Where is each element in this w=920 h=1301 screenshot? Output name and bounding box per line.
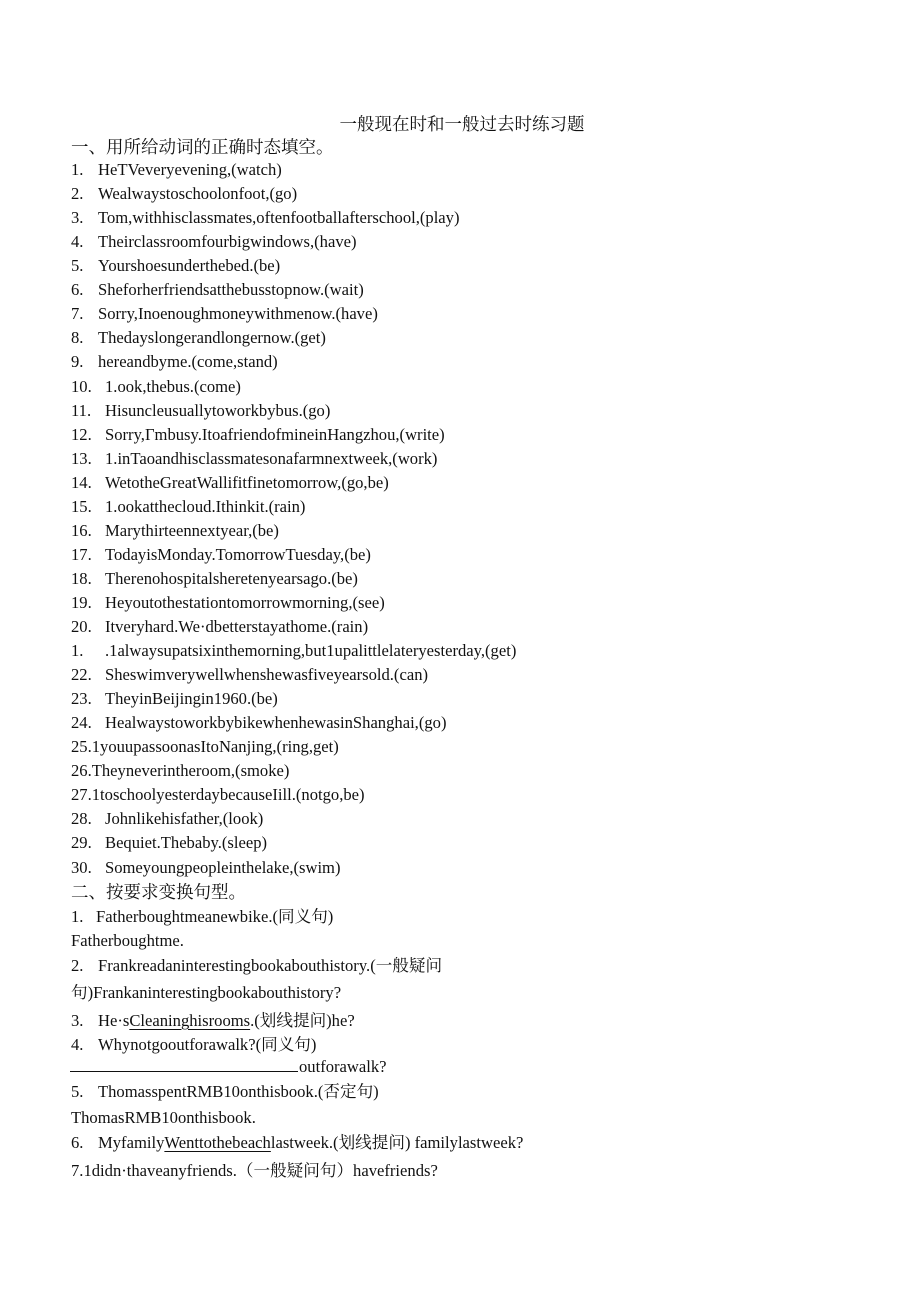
exercise-number: 14. <box>71 472 92 492</box>
exercise-number: 15. <box>71 496 92 516</box>
exercise-text: Sheforherfriendsatthebusstopnow.(wait) <box>98 280 364 300</box>
exercise-item <box>71 568 358 590</box>
exercise-item <box>71 736 339 758</box>
exercise-number: 22. <box>71 665 92 684</box>
exercise-item <box>71 231 357 253</box>
exercise-text: .1alwaysupatsixinthemorning,but1upalittlelateryesterday,(get) <box>105 641 517 660</box>
exercise-text: Theirclassroomfourbigwindows,(have) <box>98 232 357 252</box>
exercise-item <box>71 664 428 686</box>
exercise-number: 12. <box>71 424 92 444</box>
exercise-text: WetotheGreatWallifitfinetomorrow,(go,be) <box>105 472 389 492</box>
question-number: 6. <box>71 1133 84 1152</box>
exercise-number: 13. <box>71 448 92 468</box>
exercise-text: TodayisMonday.TomorrowTuesday,(be) <box>105 544 371 564</box>
exercise-item <box>71 808 263 830</box>
exercise-text: 25.1youupassoonasItoNanjing,(ring,get) <box>71 737 339 757</box>
exercise-number: 4. <box>71 232 84 252</box>
exercise-number: 11. <box>71 400 92 420</box>
exercise-item <box>71 424 445 446</box>
exercise-item <box>71 327 326 349</box>
exercise-item <box>71 376 241 398</box>
exercise-text: HeTVeveryevening,(watch) <box>98 160 282 179</box>
question-number: 5. <box>71 1082 84 1101</box>
exercise-number: 29. <box>71 833 92 853</box>
exercise-number: 20. <box>71 617 92 636</box>
question-number: 3. <box>71 1011 84 1030</box>
exercise-item <box>71 784 365 806</box>
transform-question-5 <box>71 1081 379 1103</box>
exercise-number: 24. <box>71 713 92 733</box>
exercise-item <box>71 544 371 566</box>
exercise-number: 18. <box>71 568 92 588</box>
exercise-text: Johnlikehisfather,(look) <box>105 809 264 829</box>
exercise-text: 1.ookatthecloud.Ithinkit.(rain) <box>105 496 306 516</box>
underlined-phrase: Cleaninghisrooms <box>129 1011 251 1030</box>
exercise-item <box>71 207 460 229</box>
exercise-number: 19. <box>71 592 92 612</box>
answer-line-4 <box>70 1056 387 1078</box>
question-text-post: .(划线提问)he? <box>250 1011 355 1030</box>
transform-question-7: 7.1didn·thaveanyfriends.（一般疑问句）havefriends? <box>71 1161 438 1180</box>
exercise-item <box>71 640 516 662</box>
exercise-text: 1.ook,thebus.(come) <box>105 376 241 396</box>
exercise-number: 30. <box>71 857 92 877</box>
transform-question-6 <box>71 1132 523 1154</box>
question-number: 4. <box>71 1035 84 1054</box>
exercise-text: Itveryhard.We·dbetterstayathome.(rain) <box>105 617 369 636</box>
exercise-text: Someyoungpeopleinthelake,(swim) <box>105 857 341 877</box>
exercise-number: 16. <box>71 520 92 540</box>
exercise-number: 5. <box>71 256 84 276</box>
transform-question-2 <box>71 955 442 977</box>
transform-question-3 <box>71 1010 355 1032</box>
exercise-number: 9. <box>71 352 84 372</box>
exercise-number: 1. <box>71 641 84 660</box>
exercise-text: 1.inTaoandhisclassmatesonafarmnextweek,(work) <box>105 448 438 468</box>
exercise-number: 2. <box>71 184 84 204</box>
answer-text: outforawalk? <box>299 1057 387 1076</box>
answer-line-5: ThomasRMB10onthisbook. <box>71 1108 256 1127</box>
exercise-number: 8. <box>71 328 84 348</box>
exercise-number: 17. <box>71 544 92 564</box>
page-title: 一般现在时和一般过去时练习题 <box>339 114 585 134</box>
exercise-item <box>71 279 364 301</box>
exercise-number: 1. <box>71 160 84 179</box>
exercise-item <box>71 520 279 542</box>
question-number: 1. <box>71 907 84 926</box>
exercise-item <box>71 472 389 494</box>
underlined-phrase: Wenttothebeach <box>164 1133 271 1152</box>
exercise-item <box>71 448 437 470</box>
question-text: ThomasspentRMB10onthisbook.(否定句) <box>98 1082 379 1101</box>
exercise-item <box>71 400 330 422</box>
exercise-item <box>71 255 280 277</box>
section-2-heading: 二、按要求变换句型。 <box>71 882 246 902</box>
answer-blank <box>70 1057 298 1072</box>
exercise-text: HealwaystoworkbybikewhenhewasinShanghai,(go) <box>105 713 447 733</box>
exercise-number: 23. <box>71 689 92 709</box>
exercise-text: Hisuncleusuallytoworkbybus.(go) <box>105 400 331 420</box>
question-text: Whynotgooutforawalk?(同义句) <box>98 1035 317 1054</box>
section-1-heading: 一、用所给动词的正确时态填空。 <box>71 137 334 157</box>
exercise-text: Sorry,Γmbusy.ItoafriendofmineinHangzhou,(write) <box>105 424 445 444</box>
exercise-number: 7. <box>71 304 84 324</box>
exercise-item <box>71 832 267 854</box>
transform-question-4 <box>71 1034 316 1056</box>
exercise-text: Thedayslongerandlongernow.(get) <box>98 328 326 348</box>
exercise-item <box>71 760 289 782</box>
answer-line-1: Fatherboughtme. <box>71 931 184 950</box>
question-text: Fatherboughtmeanewbike.(同义句) <box>96 907 334 926</box>
exercise-item <box>71 616 368 638</box>
transform-question-1 <box>71 906 333 928</box>
question-text: Frankreadaninterestingbookabouthistory.(一般疑问 <box>98 956 443 975</box>
exercise-text: TheyinBeijingin1960.(be) <box>105 689 278 709</box>
exercise-text: hereandbyme.(come,stand) <box>98 352 278 372</box>
exercise-number: 6. <box>71 280 84 300</box>
exercise-number: 10. <box>71 376 92 396</box>
exercise-text: Sorry,Inoenoughmoneywithmenow.(have) <box>98 304 378 324</box>
exercise-text: Heyoutothestationtomorrowmorning,(see) <box>105 592 385 612</box>
exercise-text: Therenohospitalsheretenyearsago.(be) <box>105 568 358 588</box>
exercise-item <box>71 183 297 205</box>
exercise-item <box>71 496 305 518</box>
exercise-item <box>71 857 341 879</box>
exercise-text: Tom,withhisclassmates,oftenfootballafterschool,(play) <box>98 208 460 228</box>
transform-question-2-continued: 句)Frankaninterestingbookabouthistory? <box>71 983 342 1002</box>
question-text-pre: He·s <box>98 1011 130 1030</box>
exercise-item <box>71 351 278 373</box>
exercise-text: Marythirteennextyear,(be) <box>105 520 279 540</box>
exercise-item <box>71 688 278 710</box>
exercise-item <box>71 712 446 734</box>
exercise-text: Yourshoesunderthebed.(be) <box>98 256 281 276</box>
exercise-number: 28. <box>71 809 92 829</box>
question-text-pre: Myfamily <box>98 1133 165 1152</box>
exercise-item <box>71 592 385 614</box>
question-text-post: lastweek.(划线提问) familylastweek? <box>270 1133 524 1152</box>
exercise-item <box>71 303 378 325</box>
exercise-text: 27.1toschoolyesterdaybecauseIill.(notgo,be) <box>71 785 365 805</box>
exercise-number: 3. <box>71 208 84 228</box>
exercise-item <box>71 159 282 181</box>
exercise-text: Wealwaystoschoolonfoot,(go) <box>98 184 298 204</box>
exercise-text: Sheswimverywellwhenshewasfiveyearsold.(can) <box>105 665 429 684</box>
exercise-text: 26.Theyneverintheroom,(smoke) <box>71 761 290 781</box>
exercise-text: Bequiet.Thebaby.(sleep) <box>105 833 268 853</box>
question-number: 2. <box>71 956 84 975</box>
